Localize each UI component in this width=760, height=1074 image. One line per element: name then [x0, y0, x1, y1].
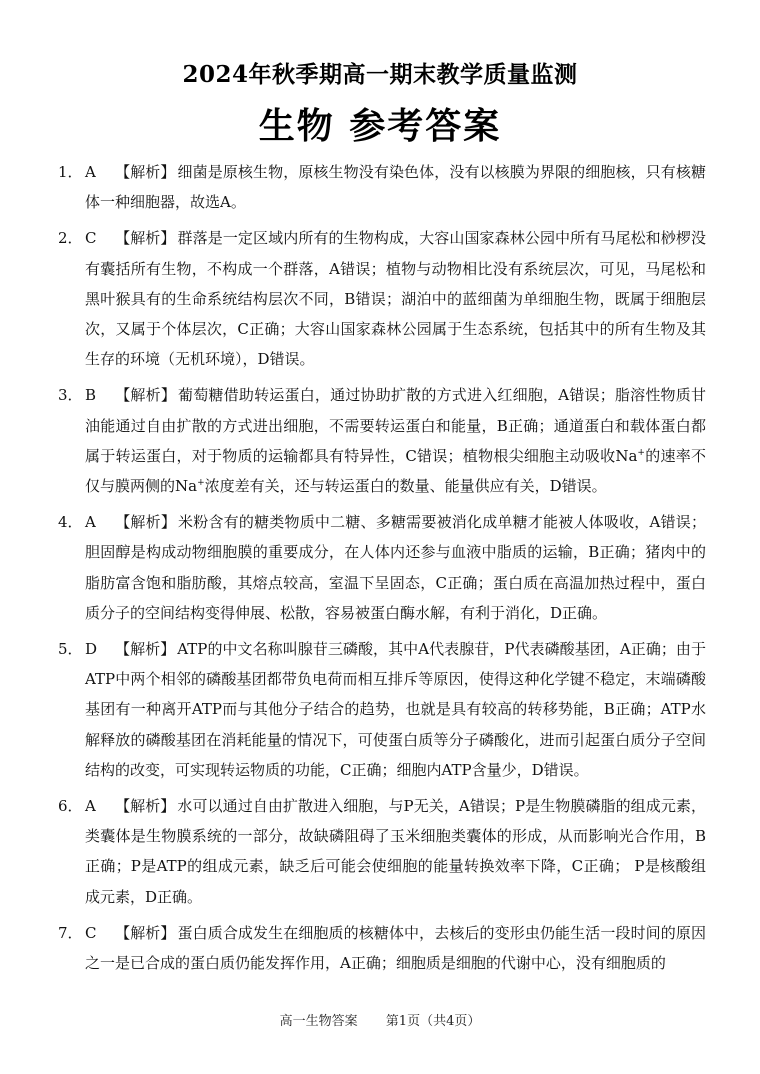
answer-item-3: [58, 380, 706, 501]
item-explanation-part: 的速率不仅与膜两侧的Na: [85, 446, 706, 496]
item-tag: 【解析】: [115, 386, 177, 405]
superscript-charge: +: [637, 447, 645, 458]
answer-item-5: [58, 634, 706, 785]
item-explanation: 群落是一定区域内所有的生物构成，大容山国家森林公园中所有马尾松和桫椤没有囊括所有生物，不构成一个群落，A错误；植物与动物相比没有系统层次，可见，马尾松和黑叶猴具有的生命系统结构层次不同，B错误；湖泊中的蓝细菌为单细胞生物，既属于细胞层次，又属于个体层次，C正确；大容山国家森林公园属于生态系统，包括其中的所有生物及其生存的环境（无机环境），D错误。: [85, 229, 706, 369]
item-tag: 【解析】: [115, 923, 176, 942]
item-answer: A: [85, 513, 96, 532]
answer-item-7: [58, 918, 706, 978]
item-number: 5．: [58, 640, 83, 659]
item-answer: B: [85, 386, 97, 405]
item-answer: C: [85, 229, 97, 248]
item-tag: 【解析】: [115, 797, 176, 816]
item-answer: A: [85, 797, 96, 816]
item-tag: 【解析】: [115, 513, 177, 532]
footer-page-number: 第1页（共4页）: [385, 1014, 481, 1029]
item-number: 4．: [58, 513, 83, 532]
item-number: 7．: [58, 923, 83, 942]
item-number: 1．: [58, 163, 83, 181]
item-explanation-part: 浓度差有关，还与转运蛋白的数量、能量供应有关，D错误。: [204, 477, 607, 496]
superscript-charge: +: [197, 478, 205, 489]
answer-list: [58, 157, 706, 984]
item-tag: 【解析】: [115, 229, 176, 248]
item-tag: 【解析】: [115, 640, 176, 659]
answer-item-6: [58, 791, 706, 912]
item-explanation: 细菌是原核生物，原核生物没有染色体，没有以核膜为界限的细胞核，只有核糖体一种细胞器，故选A。: [85, 163, 706, 212]
footer-doc-name: 高一生物答案: [279, 1014, 358, 1029]
item-answer: C: [85, 923, 97, 942]
item-explanation: 蛋白质合成发生在细胞质的核糖体中，去核后的变形虫仍能生活一段时间的原因之一是已合成的蛋白质仍能发挥作用，A正确；细胞质是细胞的代谢中心，没有细胞质的: [85, 923, 706, 973]
answer-item-1: [58, 157, 706, 217]
answer-item-4: [58, 507, 706, 628]
item-explanation-part: 葡萄糖借助转运蛋白，通过协助扩散的方式进入红细胞，A错误；脂溶性物质甘油能通过自由扩散的方式进出细胞，不需要转运蛋白和能量，B正确；通道蛋白和载体蛋白都属于转运蛋白，对于物质的运输都具有特异性，C错误；植物根尖细胞主动吸收Na: [85, 386, 706, 465]
item-explanation: ATP的中文名称叫腺苷三磷酸，其中A代表腺苷，P代表磷酸基团，A正确；由于ATP中两个相邻的磷酸基团都带负电荷而相互排斥等原因，使得这种化学键不稳定，末端磷酸基团有一种离开ATP而与其他分子结合的趋势，也就是具有较高的转移势能，B正确；ATP水解释放的磷酸基团在消耗能量的情况下，可使蛋白质等分子磷酸化，进而引起蛋白质分子空间结构的改变，可实现转运物质的功能，C正确；细胞内ATP含量少，D错误。: [85, 640, 706, 779]
item-answer: D: [85, 640, 98, 659]
item-number: 3．: [58, 386, 83, 405]
item-number: 6．: [58, 797, 83, 816]
item-tag: 【解析】: [115, 163, 176, 181]
page-footer: [0, 1010, 760, 1029]
item-number: 2．: [58, 229, 83, 248]
answer-item-2: [58, 223, 706, 374]
item-answer: A: [85, 163, 96, 181]
item-explanation: 水可以通过自由扩散进入细胞，与P无关，A错误；P是生物膜磷脂的组成元素，类囊体是生物膜系统的一部分，故缺磷阻碍了玉米细胞类囊体的形成，从而影响光合作用，B正确；P是ATP的组成元素，缺乏后可能会使细胞的能量转换效率下降，C正确； P是核酸组成元素，D正确。: [85, 797, 706, 906]
item-explanation: 米粉含有的糖类物质中二糖、多糖需要被消化成单糖才能被人体吸收，A错误；胆固醇是构成动物细胞膜的重要成分，在人体内还参与血液中脂质的运输，B正确；猪肉中的脂肪富含饱和脂肪酸，其熔点较高，室温下呈固态，C正确；蛋白质在高温加热过程中，蛋白质分子的空间结构变得伸展、松散，容易被蛋白酶水解，有利于消化，D正确。: [85, 513, 706, 622]
subject-title: 生物 参考答案: [258, 105, 502, 147]
exam-title: 2024年秋季期高一期末教学质量监测: [182, 61, 578, 88]
